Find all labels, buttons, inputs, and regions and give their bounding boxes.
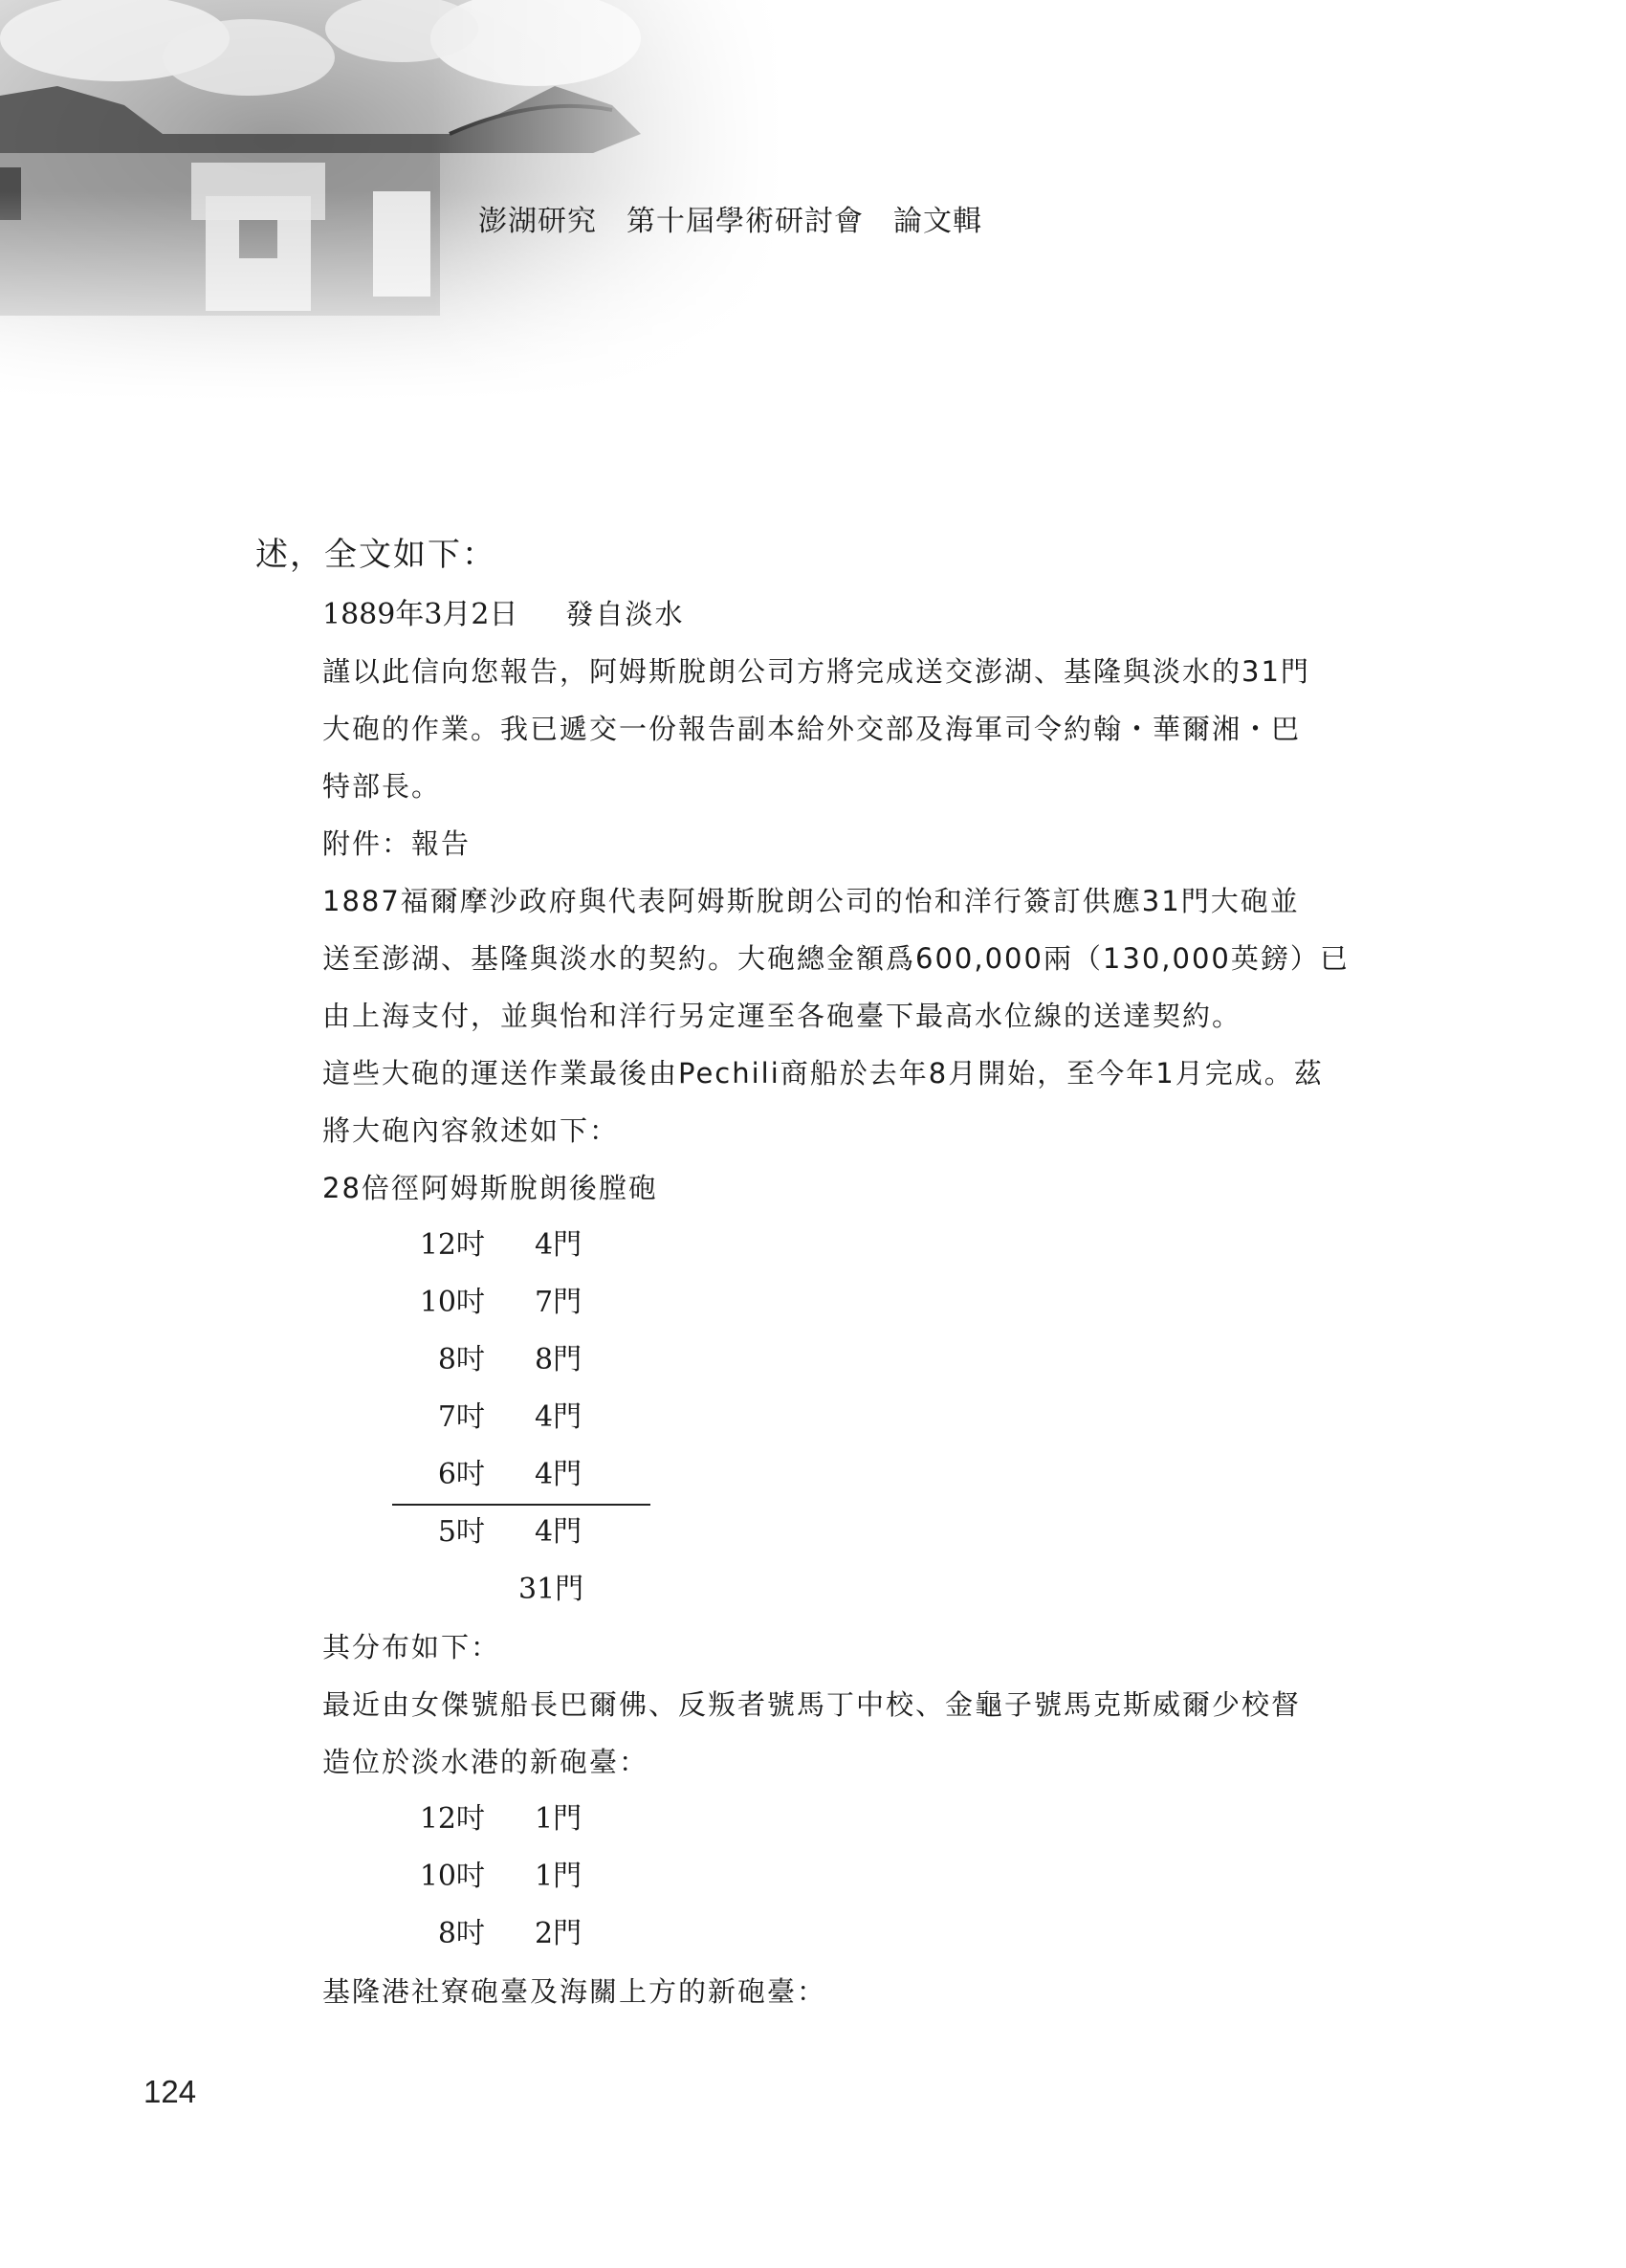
paragraph-line: 將大砲內容敘述如下： <box>322 1114 620 1147</box>
table-row <box>322 1332 1365 1389</box>
gun-qty: 4門 <box>535 1458 582 1491</box>
table-row <box>322 1274 1365 1332</box>
keelung-intro: 基隆港社寮砲臺及海關上方的新砲臺： <box>322 1975 827 2008</box>
gun-type-heading: 28倍徑阿姆斯脫朗後膛砲 <box>322 1172 658 1204</box>
gun-size: 8吋 <box>437 1343 485 1376</box>
table-row <box>322 1217 1365 1274</box>
gun-qty: 4門 <box>535 1228 582 1262</box>
gun-size: 5吋 <box>437 1515 485 1549</box>
running-head: 澎湖研究 第十屆學術研討會 論文輯 <box>478 205 982 238</box>
letter-body <box>322 585 1365 2020</box>
lead-text: 述，全文如下： <box>255 536 496 574</box>
table-row <box>322 1791 1365 1848</box>
gun-qty: 1門 <box>535 1860 582 1893</box>
gun-qty: 8門 <box>535 1343 582 1376</box>
paragraph-line: 特部長。 <box>322 770 442 803</box>
gun-qty: 7門 <box>535 1286 582 1319</box>
paragraph-line: 1887福爾摩沙政府與代表阿姆斯脫朗公司的怡和洋行簽訂供應31門大砲並 <box>322 885 1300 917</box>
total-row <box>322 1561 1365 1618</box>
gun-size: 8吋 <box>437 1917 485 1950</box>
gun-size: 10吋 <box>419 1286 485 1319</box>
gun-qty: 4門 <box>535 1515 582 1549</box>
table-row <box>322 1446 1365 1504</box>
gun-table <box>322 1217 1365 1618</box>
gun-qty: 1門 <box>535 1802 582 1836</box>
gun-qty: 2門 <box>535 1917 582 1950</box>
gun-size: 12吋 <box>419 1802 485 1836</box>
gun-size: 12吋 <box>419 1228 485 1262</box>
letter-date: 1889年3月2日 <box>322 598 518 631</box>
table-row <box>322 1848 1365 1905</box>
table-row <box>322 1389 1365 1446</box>
paragraph-line: 最近由女傑號船長巴爾佛、反叛者號馬丁中校、金龜子號馬克斯威爾少校督 <box>322 1688 1302 1721</box>
page-number: 124 <box>143 2074 197 2109</box>
gun-size: 7吋 <box>437 1400 485 1434</box>
date-line <box>322 585 1365 643</box>
paragraph-line: 送至澎湖、基隆與淡水的契約。大砲總金額爲600,000兩（130,000英鎊）已 <box>322 942 1350 975</box>
letter-origin: 發自淡水 <box>565 598 685 630</box>
paragraph-line: 大砲的作業。我已遞交一份報告副本給外交部及海軍司令約翰・華爾湘・巴 <box>322 713 1302 745</box>
distribution-intro: 其分布如下： <box>322 1631 501 1663</box>
paragraph-line: 謹以此信向您報告，阿姆斯脫朗公司方將完成送交澎湖、基隆與淡水的31門 <box>322 655 1310 688</box>
paragraph-line: 造位於淡水港的新砲臺： <box>322 1746 649 1778</box>
attachment-label: 附件：報告 <box>322 827 472 860</box>
table-row <box>322 1905 1365 1963</box>
gun-size: 6吋 <box>437 1458 485 1491</box>
gun-size: 10吋 <box>419 1860 485 1893</box>
paragraph-line: 由上海支付，並與怡和洋行另定運至各砲臺下最高水位線的送達契約。 <box>322 1000 1242 1032</box>
table-row <box>322 1504 1365 1561</box>
paragraph-line: 這些大砲的運送作業最後由Pechili商船於去年8月開始，至今年1月完成。茲 <box>322 1057 1324 1090</box>
tamsui-table <box>322 1791 1365 1963</box>
gun-qty: 4門 <box>535 1400 582 1434</box>
gun-total: 31門 <box>518 1573 584 1606</box>
